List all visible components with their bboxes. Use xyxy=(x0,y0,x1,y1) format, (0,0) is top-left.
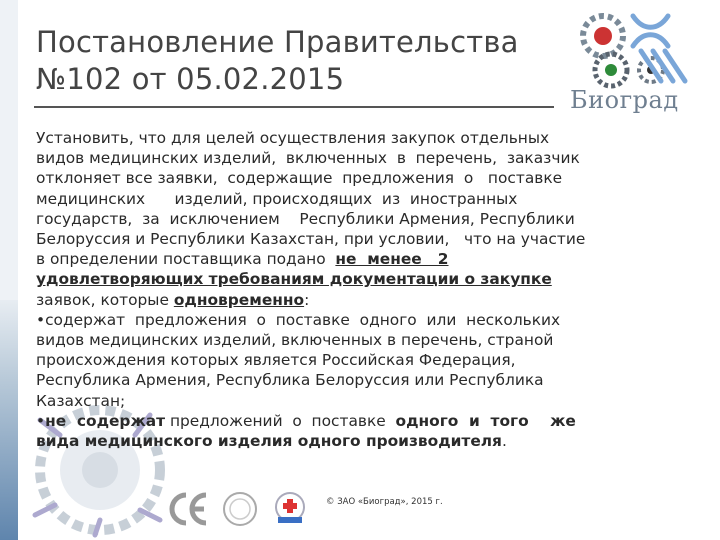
simultaneously-emphasis: одновременно xyxy=(173,290,305,309)
left-decor-bar xyxy=(0,0,18,540)
body-fragment: заявок, которые xyxy=(36,290,174,309)
body-line: Установить, что для целей осуществления закупок отдельных xyxy=(36,129,550,147)
title-underline xyxy=(34,106,554,108)
quality-seal-icon xyxy=(224,493,256,525)
copyright-text: © ЗАО «Биоград», 2015 г. xyxy=(326,497,443,507)
decree-body-text xyxy=(36,128,686,451)
body-line: Республика Армения, Республика Белоруссия или Республика xyxy=(36,371,544,390)
body-fragment: предложений о поставке xyxy=(165,411,396,430)
health-award-icon xyxy=(276,493,304,523)
body-line: Казахстан; xyxy=(36,391,126,410)
certification-logos xyxy=(150,487,340,531)
body-line: государств, за исключением Республики Армения, Республики xyxy=(36,209,575,228)
logo-wordmark: Биоград xyxy=(570,86,679,114)
body-line xyxy=(36,431,686,451)
title-line-1: Постановление Правительства xyxy=(36,25,519,59)
body-fragment: в определении поставщика подано xyxy=(36,250,336,269)
body-line xyxy=(36,249,686,269)
body-line: видов медицинских изделий, включенных в перечень, заказчик xyxy=(36,149,580,168)
same-manufacturer-emphasis: вида медицинского изделия одного производителя xyxy=(36,432,502,451)
body-line: отклоняет все заявки, содержащие предложения о поставке xyxy=(36,169,563,188)
body-line xyxy=(36,269,686,289)
body-line: Белоруссия и Республики Казахстан, при условии, что на участие xyxy=(36,230,586,249)
bullet: • xyxy=(36,411,46,430)
body-fragment: : xyxy=(304,290,310,309)
body-fragment: . xyxy=(501,432,507,451)
body-line: •содержат предложения о поставке одного или нескольких xyxy=(36,310,561,329)
body-line: происхождения которых является Российская Федерация, xyxy=(36,351,516,370)
min-bids-emphasis: не менее 2 xyxy=(335,250,449,269)
body-line xyxy=(36,411,686,431)
body-line xyxy=(36,290,686,310)
same-kind-emphasis: одного и того же xyxy=(395,411,576,430)
title-line-2: №102 от 05.02.2015 xyxy=(36,62,345,96)
requirements-emphasis: удовлетворяющих требованиям документации о закупке xyxy=(36,270,552,289)
body-line: видов медицинских изделий, включенных в перечень, страной xyxy=(36,331,554,350)
not-contain-emphasis: не содержат xyxy=(45,411,166,430)
slide-title xyxy=(36,24,576,98)
body-line: медицинских изделий, происходящих из иностранных xyxy=(36,189,518,208)
ce-mark-icon xyxy=(172,495,206,523)
